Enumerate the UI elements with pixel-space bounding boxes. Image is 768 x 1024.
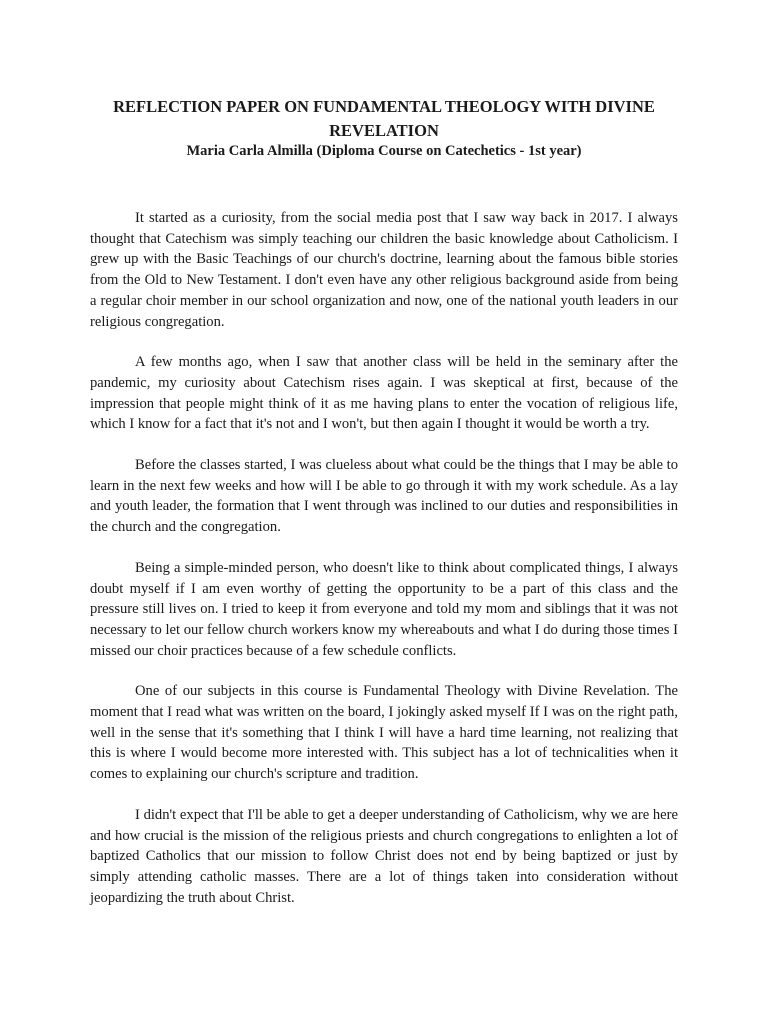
paragraph: Before the classes started, I was clueless about what could be the things that I may be able to learn in the next few weeks and how will I be able to go through it with my work schedule. As a lay and youth leader, the formation that I went through was inclined to our duties and responsibilities in the church and the congregation. xyxy=(90,457,678,536)
paragraph: Being a simple-minded person, who doesn't like to think about complicated things, I always doubt myself if I am even worthy of getting the opportunity to be a part of this class and the pressure still lives on. I tried to keep it from everyone and told my mom and siblings that it was not necessary to let our fellow church workers know my whereabouts and what I do during those times I missed our choir practices because of a few schedule conflicts. xyxy=(90,559,678,659)
paragraph: It started as a curiosity, from the social media post that I saw way back in 2017. I always thought that Catechism was simply teaching our children the basic knowledge about Catholicism. I grew up with the Basic Teachings of our church's doctrine, learning about the famous bible stories from the Old to New Testament. I don't even have any other religious background aside from being a regular choir member in our school organization and now, one of the national youth leaders in our religious congregation. xyxy=(90,210,678,330)
paragraph: A few months ago, when I saw that another class will be held in the seminary after the pandemic, my curiosity about Catechism rises again. I was skeptical at first, because of the impression that people might think of it as me having plans to enter the vocation of religious life, which I know for a fact that it's not and I won't, but then again I thought it would be worth a try. xyxy=(90,354,678,433)
paragraph: I didn't expect that I'll be able to get a deeper understanding of Catholicism, why we are here and how crucial is the mission of the religious priests and church congregations to enlighten a lot of baptized Catholics that our mission to follow Christ does not end by being baptized or just by simply attending catholic masses. There are a lot of things taken into consideration without jeopardizing the truth about Christ. xyxy=(90,806,678,906)
paragraph: One of our subjects in this course is Fundamental Theology with Divine Revelation. The moment that I read what was written on the board, I jokingly asked myself If I was on the right path, well in the sense that it's something that I think I will have a hard time learning, not realizing that this is where I would become more interested with. This subject has a lot of technicalities when it comes to explaining our church's scripture and tradition. xyxy=(90,683,678,783)
document-title: REFLECTION PAPER ON FUNDAMENTAL THEOLOGY WITH DIVINE REVELATION xyxy=(113,97,655,140)
document-subtitle: Maria Carla Almilla (Diploma Course on Catechetics - 1st year) xyxy=(186,143,582,159)
document-body xyxy=(90,208,678,928)
